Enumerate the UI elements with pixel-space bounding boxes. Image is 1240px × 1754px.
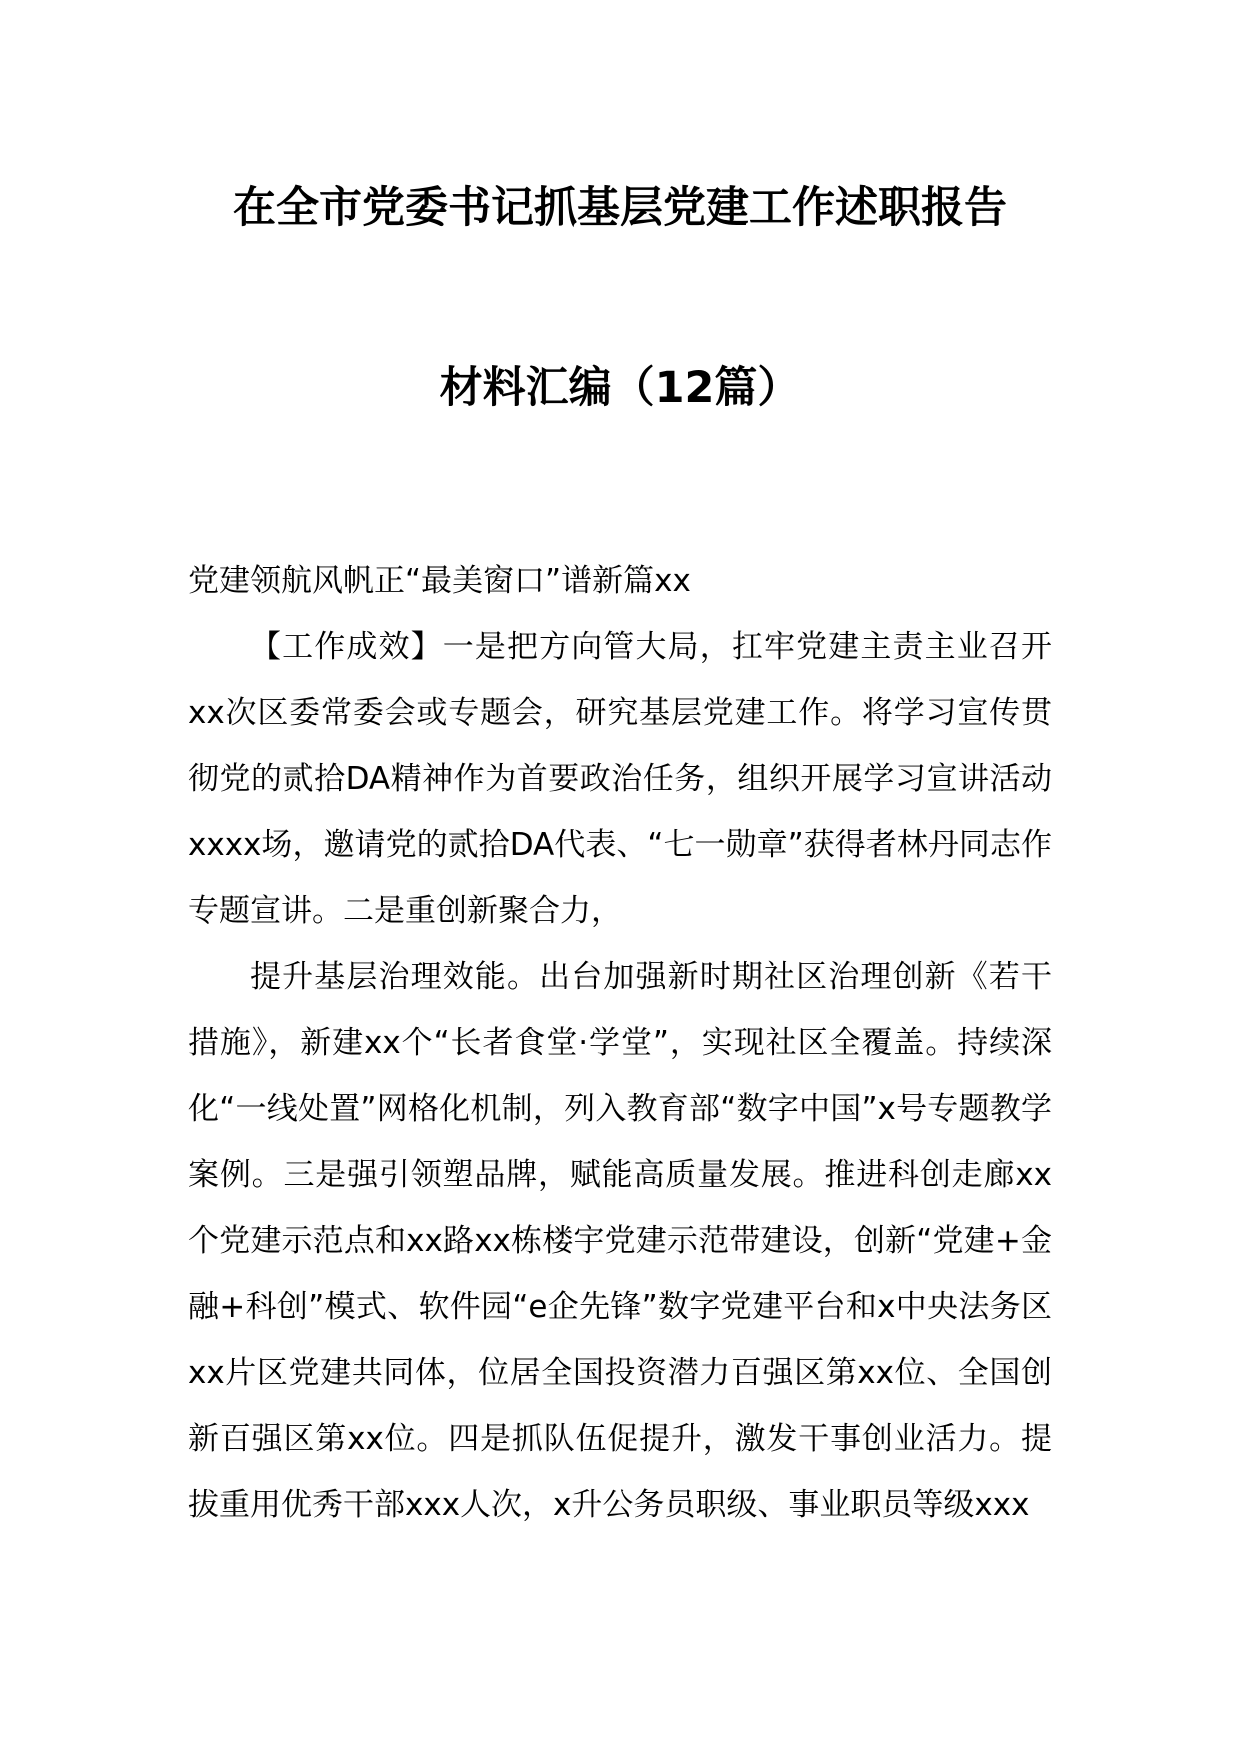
paragraph-2: 提升基层治理效能。出台加强新时期社区治理创新《若干措施》，新建xx个“长者食堂·学堂”，实现社区全覆盖。持续深化“一线处置”网格化机制，列入教育部“数字中国”x号专题教学案例。三是强引领塑品牌，赋能高质量发展。推进科创走廊xx个党建示范点和xx路xx栋楼宇党建示范带建设，创新“党建+金融+科创”模式、软件园“e企先锋”数字党建平台和x中央法务区xx片区党建共同体，位居全国投资潜力百强区第xx位、全国创新百强区第xx位。四是抓队伍促提升，激发干事创业活力。提拔重用优秀干部xxx人次，x升公务员职级、事业职员等级xxx (188, 959, 1052, 1523)
document-title-line-1: 在全市党委书记抓基层党建工作述职报告 (233, 183, 1007, 233)
section-subtitle: 党建领航风帆正“最美窗口”谱新篇xx (188, 563, 691, 599)
paragraph-1: 【工作成效】一是把方向管大局，扛牢党建主责主业召开xx次区委常委会或专题会，研究基层党建工作。将学习宣传贯彻党的贰拾DA精神作为首要政治任务，组织开展学习宣讲活动xxxx场，邀请党的贰拾DA代表、“七一勋章”获得者林丹同志作专题宣讲。二是重创新聚合力， (188, 629, 1052, 929)
document-body (188, 548, 1052, 1538)
document-title-line-2: 材料汇编（12篇） (439, 363, 801, 413)
